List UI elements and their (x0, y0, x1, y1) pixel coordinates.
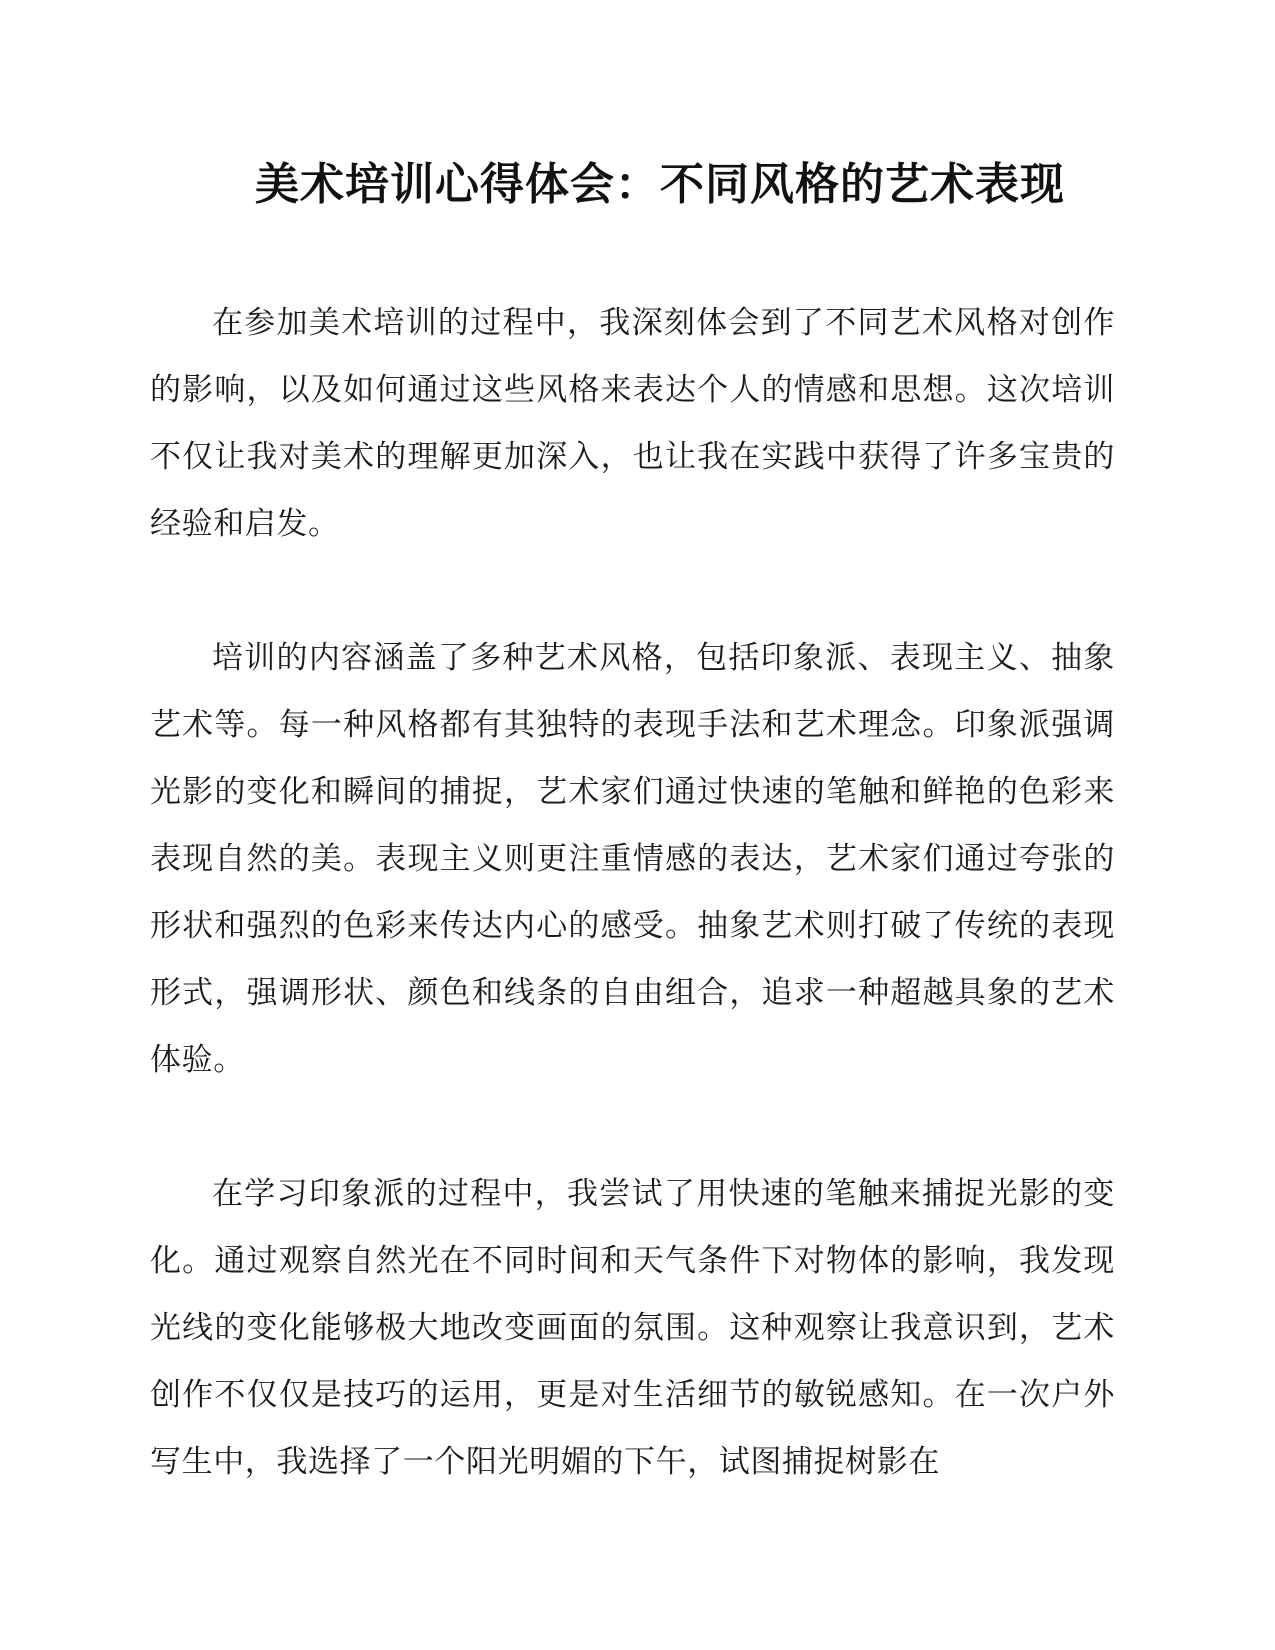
paragraph-3: 在学习印象派的过程中，我尝试了用快速的笔触来捕捉光影的变化。通过观察自然光在不同时间和天气条件下对物体的影响，我发现光线的变化能够极大地改变画面的氛围。这种观察让我意识到，艺术创作不仅仅是技巧的运用，更是对生活细节的敏锐感知。在一次户外写生中，我选择了一个阳光明媚的下午，试图捕捉树影在 (150, 1176, 1115, 1480)
paragraph-1: 在参加美术培训的过程中，我深刻体会到了不同艺术风格对创作的影响，以及如何通过这些风格来表达个人的情感和思想。这次培训不仅让我对美术的理解更加深入，也让我在实践中获得了许多宝贵的经验和启发。 (150, 305, 1115, 542)
paragraph-2: 培训的内容涵盖了多种艺术风格，包括印象派、表现主义、抽象艺术等。每一种风格都有其独特的表现手法和艺术理念。印象派强调光影的变化和瞬间的捕捉，艺术家们通过快速的笔触和鲜艳的色彩来表现自然的美。表现主义则更注重情感的表达，艺术家们通过夸张的形状和强烈的色彩来传达内心的感受。抽象艺术则打破了传统的表现形式，强调形状、颜色和线条的自由组合，追求一种超越具象的艺术体验。 (150, 640, 1115, 1078)
document-title: 美术培训心得体会：不同风格的艺术表现 (255, 159, 1065, 210)
document-body (150, 290, 1115, 1496)
